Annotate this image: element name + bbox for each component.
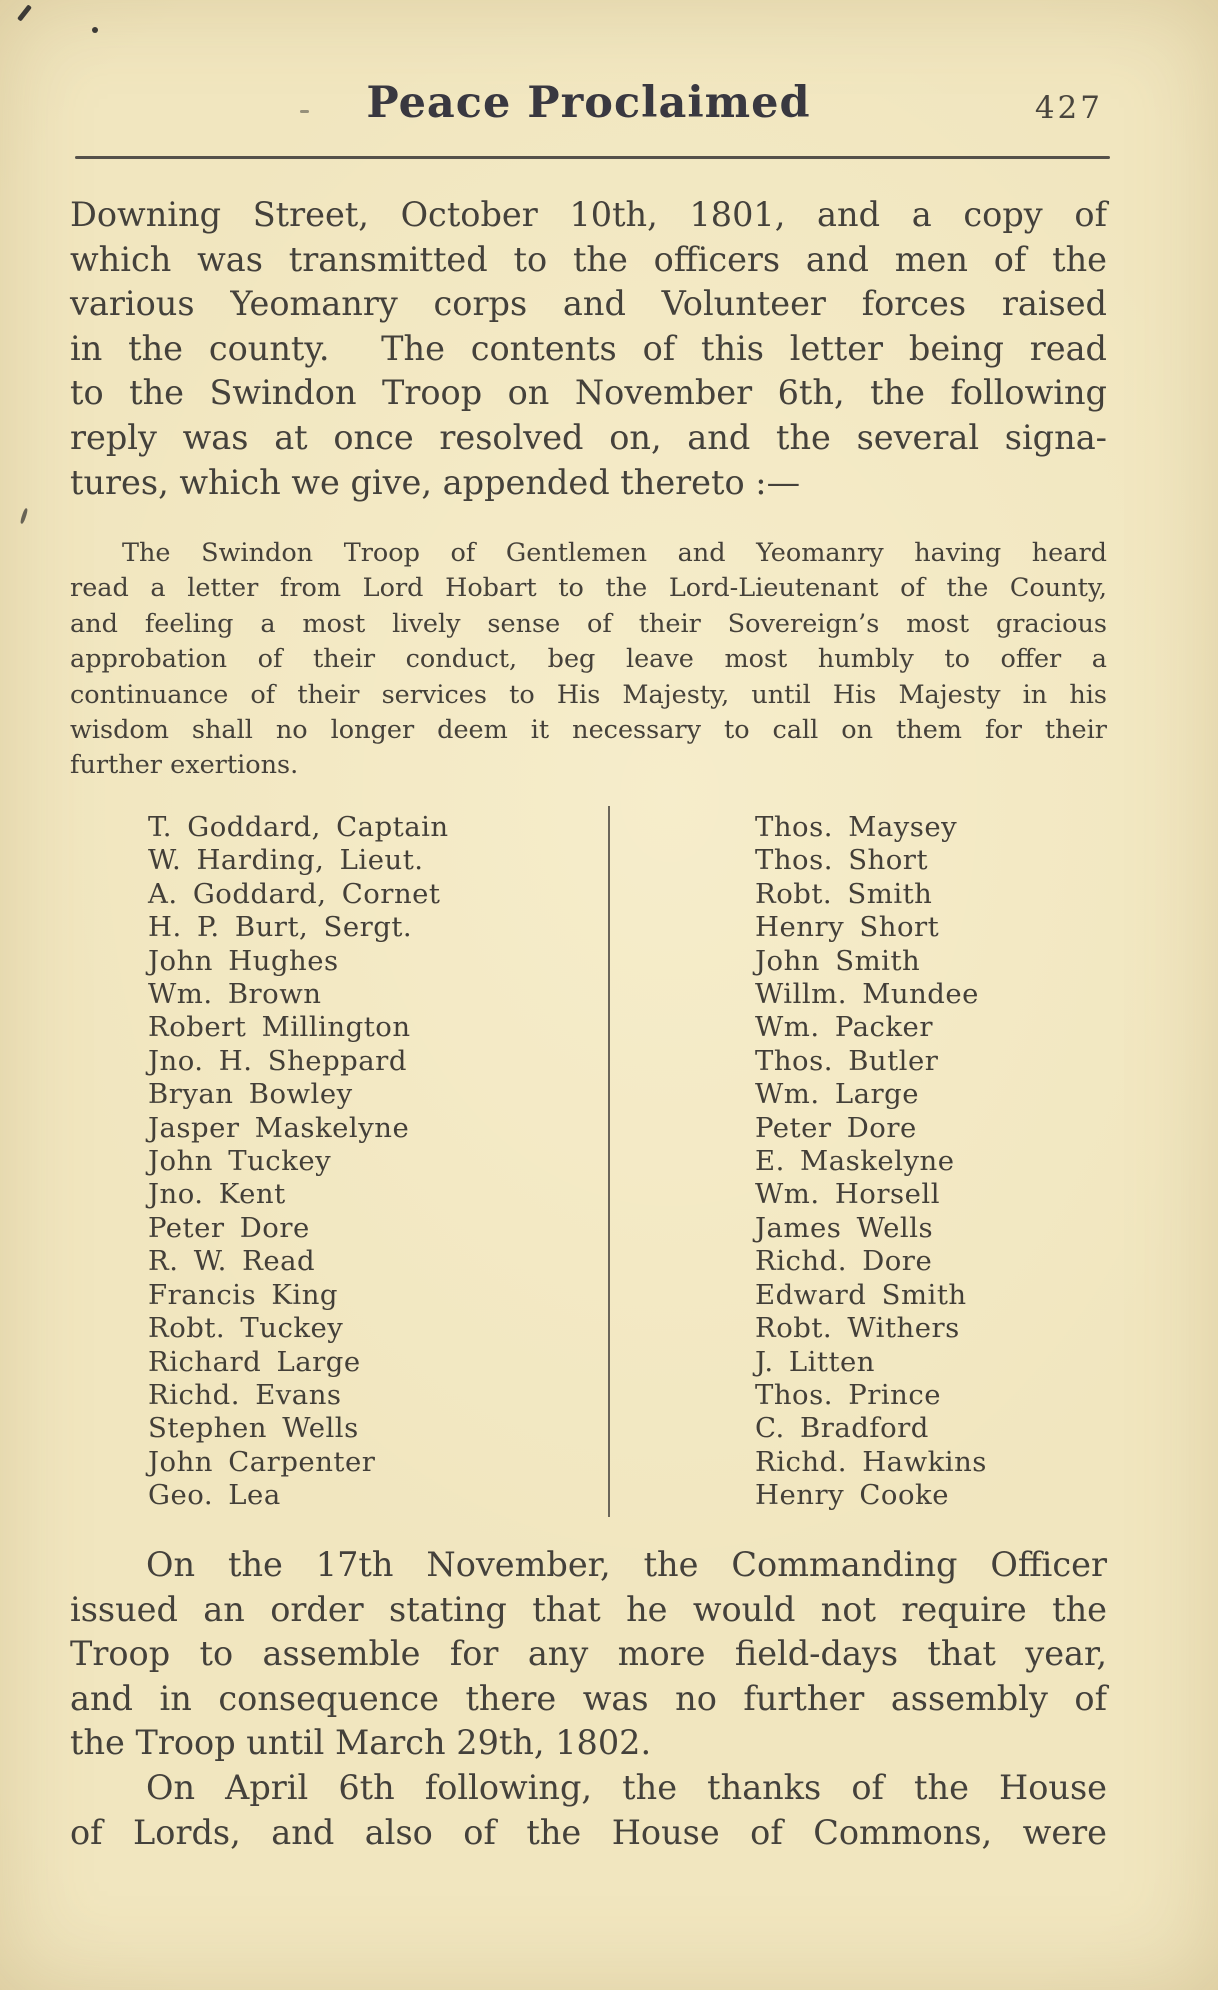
signatory-name: Peter Dore [755, 1111, 917, 1144]
signatory-name: Jno. H. Sheppard [148, 1044, 407, 1077]
text-line: various Yeomanry corps and Volunteer forces raised [70, 284, 1107, 324]
column-divider [608, 806, 610, 1517]
text-line: Troop to assemble for any more field-days that year, [70, 1634, 1107, 1674]
signatory-name: John Hughes [148, 944, 339, 977]
signatory-name: E. Maskelyne [755, 1145, 955, 1178]
paper-speck [20, 508, 29, 524]
paragraph-downing-street [70, 193, 1107, 505]
signatory-name: H. P. Burt, Sergt. [148, 911, 413, 944]
signatory-name: James Wells [755, 1211, 934, 1244]
signatory-name: Richd. Evans [148, 1378, 342, 1411]
signatory-name: J. Litten [755, 1345, 876, 1378]
text-line: approbation of their conduct, beg leave most humbly to offer a [70, 644, 1107, 675]
signatory-name: W. Harding, Lieut. [148, 844, 424, 877]
signatory-name: Robt. Smith [755, 877, 933, 910]
paragraph-swindon-troop-resolution [70, 536, 1107, 784]
text-line: to the Swindon Troop on November 6th, the following [70, 373, 1107, 413]
signatory-name: John Carpenter [148, 1445, 376, 1478]
signatory-name: Robt. Tuckey [148, 1312, 344, 1345]
page-number: 427 [1034, 90, 1103, 126]
text-line: wisdom shall no longer deem it necessary to call on them for their [70, 715, 1107, 746]
signatory-name: Thos. Short [755, 844, 929, 877]
paragraph-november-order [70, 1543, 1107, 1766]
signatory-name: Jasper Maskelyne [148, 1111, 410, 1144]
text-line: reply was at once resolved on, and the several signa- [70, 417, 1107, 457]
text-line: of Lords, and also of the House of Commons, were [70, 1812, 1107, 1852]
text-line: and in consequence there was no further assembly of [70, 1678, 1107, 1718]
header-rule [75, 156, 1110, 159]
signatory-name: Henry Cooke [755, 1479, 949, 1512]
paragraph-april-thanks [70, 1766, 1107, 1855]
text-line: further exertions. [70, 750, 299, 781]
signatory-name: Wm. Large [755, 1078, 920, 1111]
text-line: The Swindon Troop of Gentlemen and Yeomanry having heard [122, 538, 1107, 568]
signatory-name: Thos. Prince [755, 1378, 942, 1411]
signatory-name: Francis King [148, 1278, 339, 1311]
text-line: continuance of their services to His Majesty, until His Majesty in his [70, 679, 1107, 710]
signatory-name: Robt. Withers [755, 1312, 960, 1345]
signatory-name: Thos. Maysey [755, 811, 958, 843]
signatory-name: Willm. Mundee [755, 978, 979, 1011]
signatory-name: Edward Smith [755, 1278, 967, 1311]
text-line: which was transmitted to the officers and men of the [70, 239, 1107, 279]
signatory-name: Richd. Dore [755, 1245, 933, 1278]
signatory-name: R. W. Read [148, 1245, 316, 1278]
paper-speck [300, 110, 309, 113]
page-header [70, 78, 1107, 140]
signatory-name: T. Goddard, Captain [148, 811, 449, 843]
signatory-name: Richd. Hawkins [755, 1445, 987, 1478]
text-line: tures, which we give, appended thereto :— [70, 462, 801, 502]
signatory-name: A. Goddard, Cornet [148, 877, 441, 910]
text-line: and feeling a most lively sense of their Sovereign’s most gracious [70, 608, 1107, 639]
text-line: issued an order stating that he would not require the [70, 1589, 1107, 1629]
signatory-name: Henry Short [755, 911, 940, 944]
signatory-name: Richard Large [148, 1345, 361, 1378]
signatory-name: John Tuckey [148, 1145, 332, 1178]
signatory-name: C. Bradford [755, 1412, 929, 1445]
signatory-name: Bryan Bowley [148, 1078, 353, 1111]
signatory-name: Wm. Horsell [755, 1178, 940, 1211]
text-line: read a letter from Lord Hobart to the Lord-Lieutenant of the County, [70, 573, 1107, 604]
signatory-name: Wm. Brown [148, 978, 322, 1011]
signatory-name: Peter Dore [148, 1211, 310, 1244]
text-line: Downing Street, October 10th, 1801, and a copy of [70, 195, 1107, 234]
signatory-name: Jno. Kent [148, 1178, 286, 1211]
signatories-left-column [148, 811, 568, 1513]
signatory-name: Stephen Wells [148, 1412, 359, 1445]
signatories-right-column [755, 811, 1175, 1513]
signatory-name: John Smith [755, 944, 921, 977]
text-line: the Troop until March 29th, 1802. [70, 1723, 652, 1763]
signatory-name: Geo. Lea [148, 1479, 281, 1512]
paper-speck [92, 27, 98, 33]
paper-speck [17, 4, 32, 21]
text-line: On the 17th November, the Commanding Officer [146, 1545, 1107, 1584]
running-title: Peace Proclaimed [366, 78, 811, 128]
text-line: in the county. The contents of this letter being read [70, 328, 1107, 368]
text-line: On April 6th following, the thanks of the House [146, 1768, 1107, 1807]
signatory-name: Wm. Packer [755, 1011, 933, 1044]
signatory-name: Thos. Butler [755, 1044, 939, 1077]
signatory-name: Robert Millington [148, 1011, 411, 1044]
